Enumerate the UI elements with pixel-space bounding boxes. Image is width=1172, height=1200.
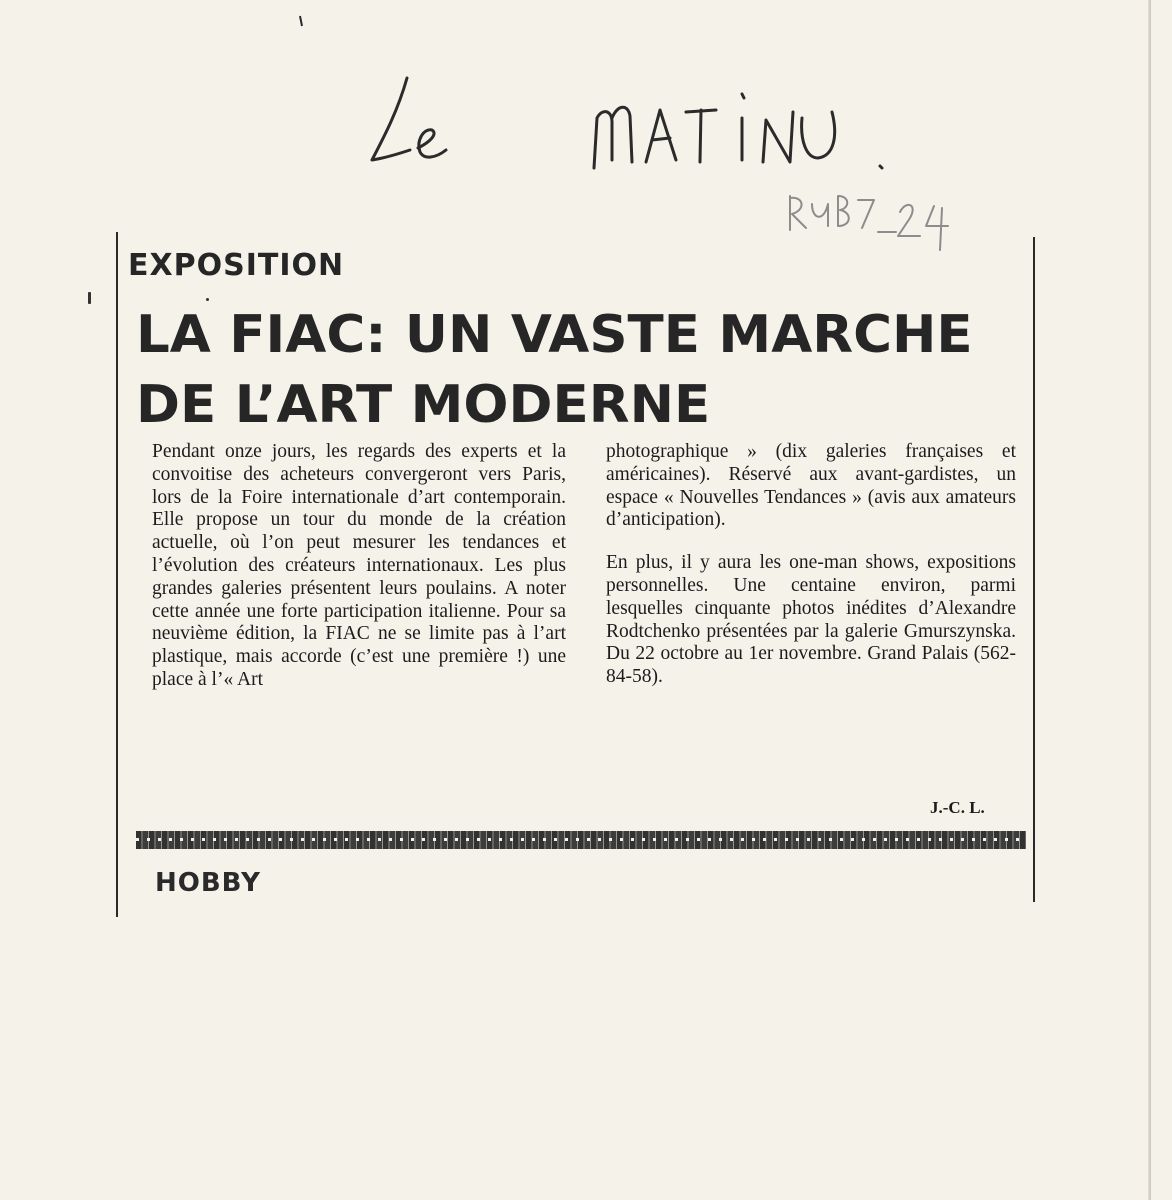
ink-speck xyxy=(88,292,91,304)
section-kicker: EXPOSITION xyxy=(128,248,345,283)
headline-line-2: DE L’ART MODERNE xyxy=(136,375,711,435)
handwritten-le-matin xyxy=(372,78,882,168)
article-paragraph: Pendant onze jours, les regards des experts et la convoitise des acheteurs convergeront vers Paris, lors de la Foire internationale d’art contemporain. Elle propose un tour du monde de la création actuelle, où l’on peut mesurer les tendances et l’évolution des créateurs internationaux. Les plus grandes galeries présentent leurs poulains. A noter cette année une forte participation italienne. Pour sa neuvième édition, la FIAC ne se limite pas à l’art plastique, mais accorde (c’est une première !) une place à l’« Art xyxy=(152,441,566,690)
article-column-left xyxy=(152,441,566,692)
next-section-heading: HOBBY xyxy=(155,868,261,898)
headline-line-1: LA FIAC: UN VASTE MARCHE xyxy=(136,305,973,365)
article-column-right xyxy=(606,441,1016,689)
ink-mark xyxy=(300,16,302,26)
author-signature: J.-C. L. xyxy=(930,798,985,817)
handwritten-reference xyxy=(790,196,948,250)
right-column-rule xyxy=(1033,237,1035,902)
article-paragraph: photographique » (dix galeries françaises et américaines). Réservé aux avant-gardistes, un espace « Nouvelles Tendances » (avis aux amateurs d’anticipation). xyxy=(606,441,1016,531)
left-column-rule xyxy=(116,232,118,917)
article-paragraph: En plus, il y aura les one-man shows, expositions personnelles. Une centaine environ, parmi lesquelles cinquante photos inédites d’Alexandre Rodtchenko présentées par la galerie Gmurszynska. Du 22 octobre au 1er novembre. Grand Palais (562-84-58). xyxy=(606,552,1016,688)
ink-speck xyxy=(206,298,209,301)
section-divider xyxy=(136,831,1026,849)
article-headline xyxy=(136,300,973,440)
